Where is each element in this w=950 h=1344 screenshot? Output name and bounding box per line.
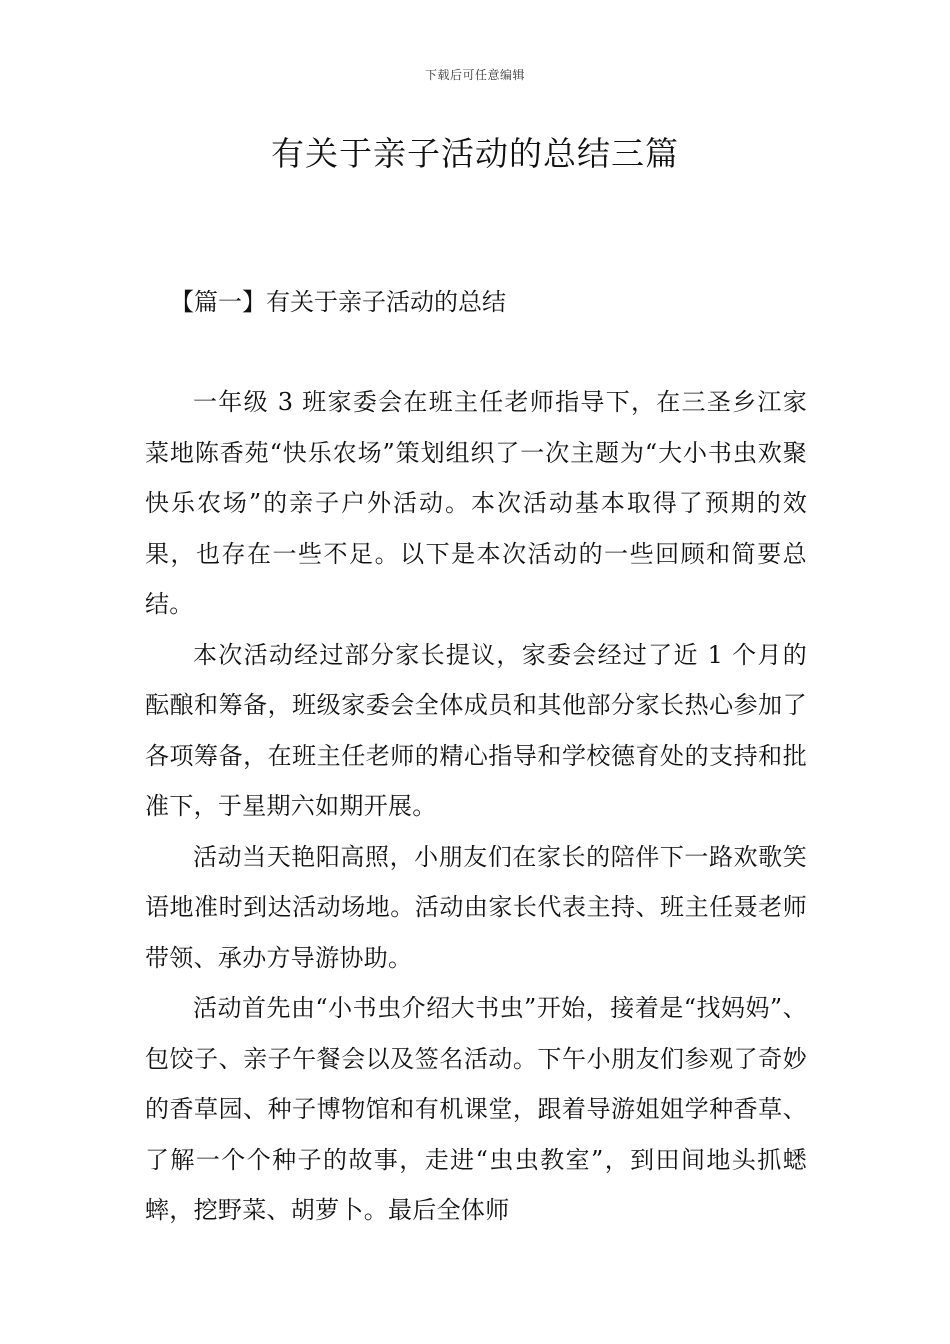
section-heading: 【篇一】有关于亲子活动的总结 (170, 288, 506, 316)
paragraph-3: 活动当天艳阳高照，小朋友们在家长的陪伴下一路欢歌笑语地准时到达活动场地。活动由家长代表主持、班主任聂老师带领、承办方导游协助。 (145, 842, 807, 972)
paragraph-2: 本次活动经过部分家长提议，家委会经过了近 1 个月的酝酿和筹备，班级家委会全体成员和其他部分家长热心参加了各项筹备，在班主任老师的精心指导和学校德育处的支持和批准下，于星期六如期开展。 (145, 640, 807, 820)
header-note: 下载后可任意编辑 (424, 68, 525, 82)
paragraph-1: 一年级 3 班家委会在班主任老师指导下，在三圣乡江家菜地陈香苑“快乐农场”策划组织了一次主题为“大小书虫欢聚快乐农场”的亲子户外活动。本次活动基本取得了预期的效果，也存在一些不足。以下是本次活动的一些回顾和简要总结。 (145, 388, 807, 618)
document-title: 有关于亲子活动的总结三篇 (271, 134, 679, 173)
body-text (145, 377, 807, 1236)
paragraph-4: 活动首先由“小书虫介绍大书虫”开始，接着是“找妈妈”、包饺子、亲子午餐会以及签名活动。下午小朋友们参观了奇妙的香草园、种子博物馆和有机课堂，跟着导游姐姐学种香草、了解一个个种子的故事，走进“虫虫教室”，到田间地头抓蟋蟀，挖野菜、胡萝卜。最后全体师 (145, 994, 807, 1224)
